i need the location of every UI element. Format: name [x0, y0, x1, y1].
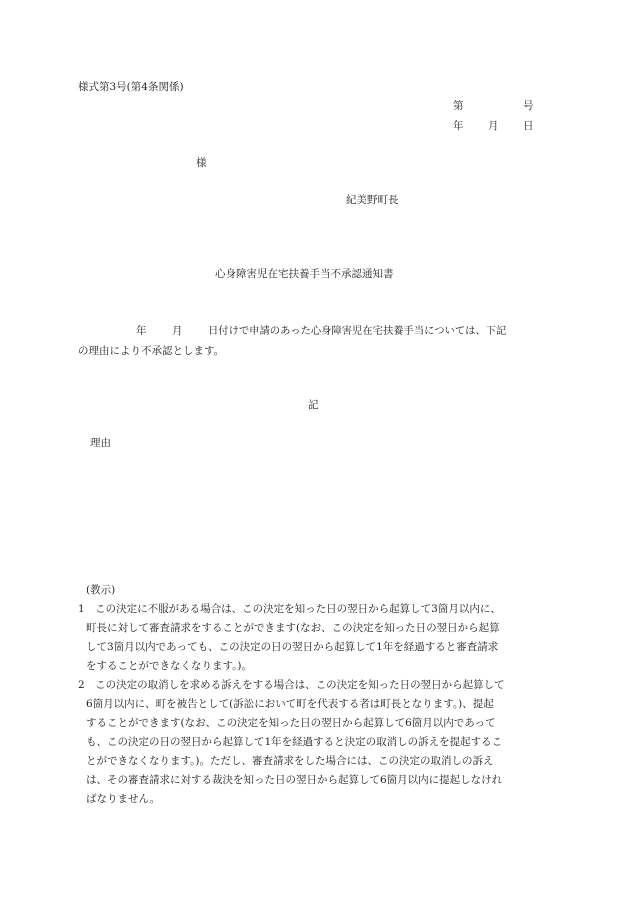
form-label: 様式第3号(第4条関係) — [78, 81, 184, 93]
document-title: 心身障害児在宅扶養手当不承認通知書 — [215, 268, 394, 280]
number-dai: 第 — [453, 100, 464, 112]
issuer: 紀美野町長 — [346, 194, 399, 206]
body-year: 年 — [136, 325, 147, 337]
instruction-line: して3箇月以内であっても、この決定の日の翌日から起算して1年を経過すると審査請求 — [86, 641, 499, 653]
body-line1-rest: 日付けで申請のあった心身障害児在宅扶養手当については、下記 — [208, 325, 507, 337]
instruction-line: とができなくなります。)。ただし、審査請求をした場合には、この決定の取消しの訴え — [86, 755, 494, 767]
instruction-line: 6箇月以内に、町を被告として(訴訟において町を代表する者は町長となります。)、提起 — [86, 698, 494, 710]
ki-heading: 記 — [308, 399, 319, 411]
body-month: 月 — [172, 325, 183, 337]
instruction-line: は、その審査請求に対する裁決を知った日の翌日から起算して6箇月以内に提起しなけれ — [86, 774, 503, 786]
instruction-line: ばなりません。 — [86, 793, 161, 805]
instruction-line: 2 この決定の取消しを求める訴えをする場合は、この決定を知った日の翌日から起算して — [78, 679, 505, 691]
number-go: 号 — [523, 100, 534, 112]
instruction-line: をすることができなくなります。)。 — [86, 660, 253, 672]
instruction-line: 1 この決定に不服がある場合は、この決定を知った日の翌日から起算して3箇月以内に、 — [78, 603, 501, 615]
date-year: 年 — [453, 120, 464, 132]
instruction-line: 町長に対して審査請求をすることができます(なお、この決定を知った日の翌日から起算 — [86, 622, 500, 634]
instruction-heading: (教示) — [86, 584, 116, 596]
date-month: 月 — [488, 120, 499, 132]
reason-label: 理由 — [90, 437, 111, 449]
addressee-suffix: 様 — [196, 157, 207, 169]
instruction-line: することができます(なお、この決定を知った日の翌日から起算して6箇月以内であって — [86, 717, 496, 729]
body-line2: の理由により不承認とします。 — [78, 345, 225, 357]
instruction-line: も、この決定の日の翌日から起算して1年を経過すると決定の取消しの訴えを提起するこ — [86, 736, 503, 748]
date-day: 日 — [523, 120, 534, 132]
